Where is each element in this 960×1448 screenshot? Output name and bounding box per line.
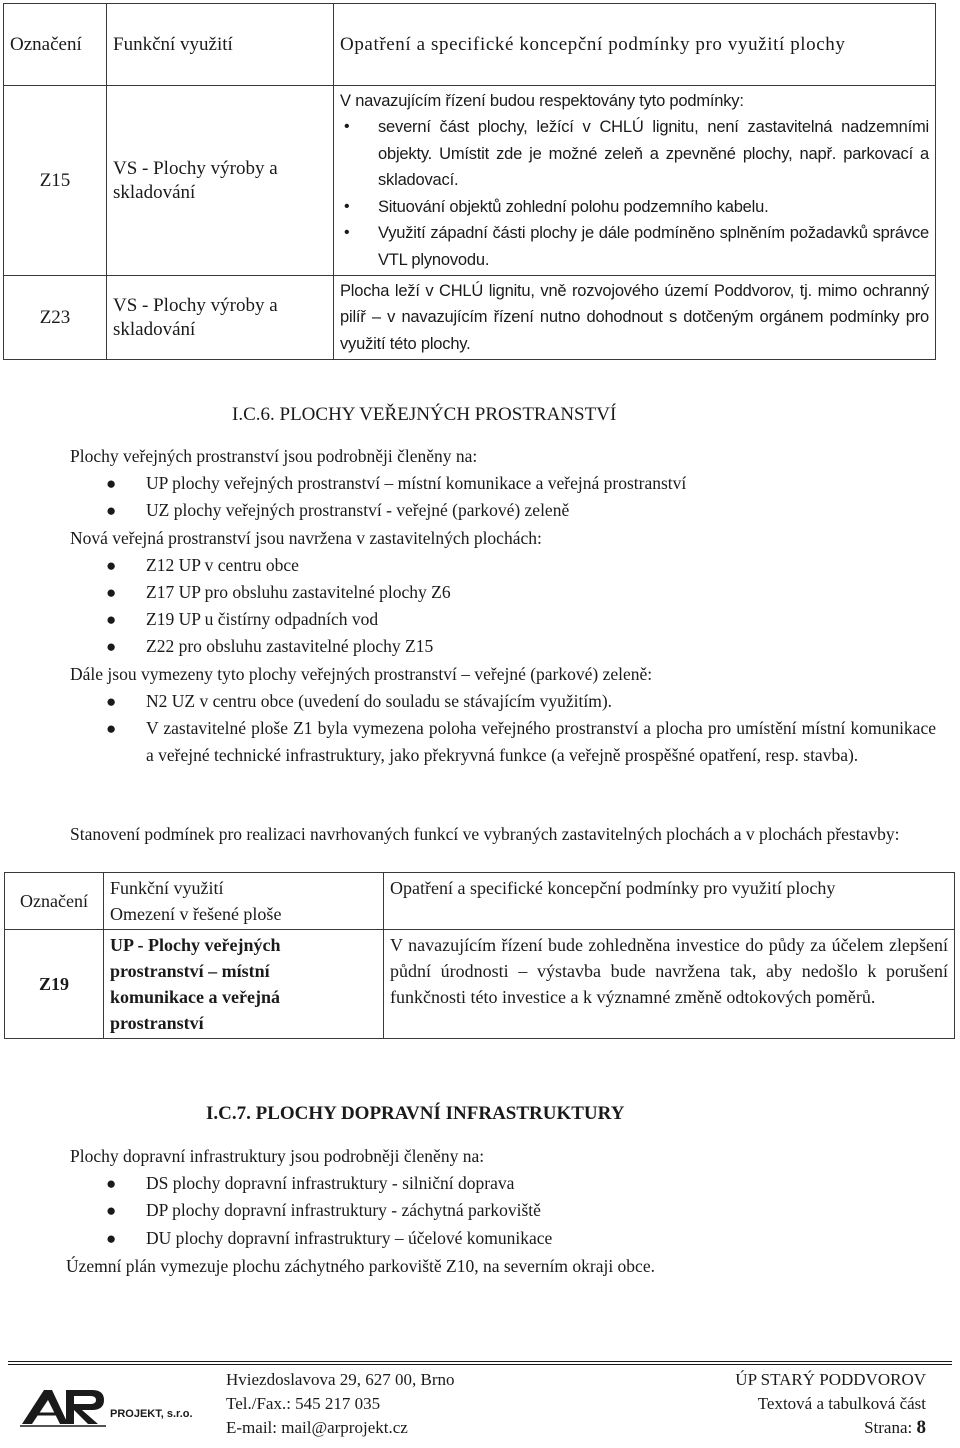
bullet-icon: ●: [106, 610, 117, 630]
list-item-text: DS plochy dopravní infrastruktury - silniční doprava: [146, 1173, 515, 1194]
list-item-text: N2 UZ v centru obce (uvedení do souladu se stávajícím využitím).: [146, 690, 613, 711]
bullet-icon: ●: [106, 691, 117, 711]
logo-icon: [18, 1384, 208, 1428]
list-item-text: UZ plochy veřejných prostranství - veřejné (parkové) zeleně: [146, 500, 570, 521]
list-item: [70, 688, 936, 715]
table-row-z15: [4, 86, 936, 276]
header-code: Označení: [5, 873, 104, 930]
cell-measures-z19: V navazujícím řízení bude zohledněna investice do půdy za účelem zlepšení půdní úrodnosti – výstavba bude navržena tak, aby nedošlo k porušení funkčnosti této investice a k významné změně odtokových poměrů.: [384, 930, 955, 1039]
section6-types-list: [70, 470, 936, 524]
header-measures: Opatření a specifické koncepční podmínky pro využití plochy: [384, 873, 955, 930]
footer-phone: Tel./Fax.: 545 217 035: [226, 1394, 381, 1413]
section6-further-list: [70, 688, 936, 770]
cell-use-z15: VS - Plochy výroby a skladování: [107, 86, 334, 276]
list-item: • Situování objektů zohlední polohu podzemního kabelu.: [340, 194, 929, 221]
table-row-z19: [5, 930, 955, 1039]
cell-code-z19: Z19: [5, 930, 104, 1039]
footer-rule-bottom: [8, 1364, 952, 1365]
section-heading-7: I.C.7. PLOCHY DOPRAVNÍ INFRASTRUKTURY: [206, 1103, 625, 1124]
header-use-limit: [104, 873, 384, 930]
bullet-icon: ●: [106, 501, 117, 521]
list-item: [70, 497, 936, 524]
table-header-row: [4, 4, 936, 86]
header-limit: Omezení v řešené ploše: [110, 904, 282, 924]
conditions-table-z15-z23: [3, 3, 936, 360]
footer-page: [735, 1416, 926, 1440]
z15-bullet-list: [340, 114, 929, 273]
section6-further-intro: Dále jsou vymezeny tyto plochy veřejných prostranství – veřejné (parkové) zeleně:: [70, 663, 653, 684]
bullet-icon: ●: [106, 583, 117, 603]
bullet-icon: ●: [106, 474, 117, 494]
cell-code-z23: Z23: [4, 276, 107, 360]
list-item: [70, 470, 936, 497]
conditions-table-z19: [4, 872, 955, 1039]
list-item-text: Z19 UP u čistírny odpadních vod: [146, 609, 379, 630]
footer-address: Hviezdoslavova 29, 627 00, Brno: [226, 1370, 455, 1389]
footer-rule-top: [8, 1361, 952, 1362]
cell-use-z23: VS - Plochy výroby a skladování: [107, 276, 334, 360]
footer-project: ÚP STARÝ PODDVOROV: [735, 1370, 926, 1389]
footer-doc-part: Textová a tabulková část: [757, 1394, 926, 1413]
list-item: [70, 552, 936, 579]
list-item: [70, 1170, 936, 1197]
section7-body: [70, 1143, 936, 1252]
header-code: Označení: [4, 4, 107, 86]
list-item: • severní část plochy, ležící v CHLÚ lignitu, není zastavitelná nadzemními objekty. Umístit zde je možné zeleň a zpevněné plochy, např. parkovací a skladovací.: [340, 114, 929, 194]
list-item: [70, 633, 936, 660]
footer-document-info: [735, 1368, 926, 1440]
section7-intro: Plochy dopravní infrastruktury jsou podrobněji členěny na:: [70, 1146, 485, 1166]
list-item-text: Z12 UP v centru obce: [146, 554, 299, 575]
header-use: Funkční využití: [107, 4, 334, 86]
list-item: [70, 579, 936, 606]
list-item: [70, 715, 936, 769]
cell-measures-z15: [334, 86, 936, 276]
section-heading-6: I.C.6. PLOCHY VEŘEJNÝCH PROSTRANSTVÍ: [232, 404, 617, 425]
section6-conditions-intro: Stanovení podmínek pro realizaci navrhovaných funkcí ve vybraných zastavitelných plochách a v plochách přestavby:: [70, 824, 900, 844]
list-item-text: UP plochy veřejných prostranství – místní komunikace a veřejná prostranství: [146, 473, 687, 494]
cell-use-z19: UP - Plochy veřejných prostranství – místní komunikace a veřejná prostranství: [104, 930, 384, 1039]
header-measures: Opatření a specifické koncepční podmínky pro využití plochy: [334, 4, 936, 86]
header-use: Funkční využití: [110, 878, 224, 898]
list-item-text: Z17 UP pro obsluhu zastavitelné plochy Z6: [146, 582, 451, 603]
table-header-row: [5, 873, 955, 930]
section6-new-list: [70, 552, 936, 661]
list-item-text: Z22 pro obsluhu zastavitelné plochy Z15: [146, 636, 434, 657]
cell-code-z15: Z15: [4, 86, 107, 276]
footer-email: E-mail: mail@arprojekt.cz: [226, 1418, 408, 1437]
section7-list: [70, 1170, 936, 1252]
bullet-icon: ●: [106, 555, 117, 575]
bullet-icon: ●: [106, 637, 117, 657]
page-label: Strana:: [864, 1418, 913, 1437]
table-row-z23: [4, 276, 936, 360]
section6-new-intro: Nová veřejná prostranství jsou navržena v zastavitelných plochách:: [70, 527, 542, 548]
cell-measures-z23: Plocha leží v CHLÚ lignitu, vně rozvojového území Poddvorov, tj. mimo ochranný pilíř – v navazujícím řízení nutno dohodnout s dotčeným orgánem podmínky pro využití této plochy.: [334, 276, 936, 360]
bullet-icon: ●: [106, 719, 117, 739]
logo-text: PROJEKT, s.r.o.: [110, 1408, 193, 1420]
list-item-text: V zastavitelné ploše Z1 byla vymezena poloha veřejného prostranství a plocha pro umístění místní komunikace a veřejné technické infrastruktury, jako překryvná funkce (a veřejně prospěšné opatření, resp. stavba).: [146, 718, 936, 766]
bullet-icon: ●: [106, 1174, 117, 1194]
list-item-text: DP plochy dopravní infrastruktury - záchytná parkoviště: [146, 1200, 541, 1221]
list-item-text: DU plochy dopravní infrastruktury – účelové komunikace: [146, 1227, 553, 1248]
bullet-icon: ●: [106, 1201, 117, 1221]
z15-intro: V navazujícím řízení budou respektovány tyto podmínky:: [340, 91, 744, 110]
section7-closing: Územní plán vymezuje plochu záchytného parkoviště Z10, na severním okraji obce.: [66, 1256, 655, 1276]
list-item: [70, 1225, 936, 1252]
page-number: 8: [916, 1417, 926, 1438]
bullet-icon: ●: [106, 1228, 117, 1248]
section6-body: [70, 443, 936, 769]
company-logo: [18, 1384, 208, 1428]
section6-intro: Plochy veřejných prostranství jsou podrobněji členěny na:: [70, 446, 478, 466]
list-item: [70, 606, 936, 633]
list-item: [70, 1197, 936, 1224]
footer-contact: [226, 1368, 455, 1440]
list-item: • Využití západní části plochy je dále podmíněno splněním požadavků správce VTL plynovodu.: [340, 220, 929, 273]
